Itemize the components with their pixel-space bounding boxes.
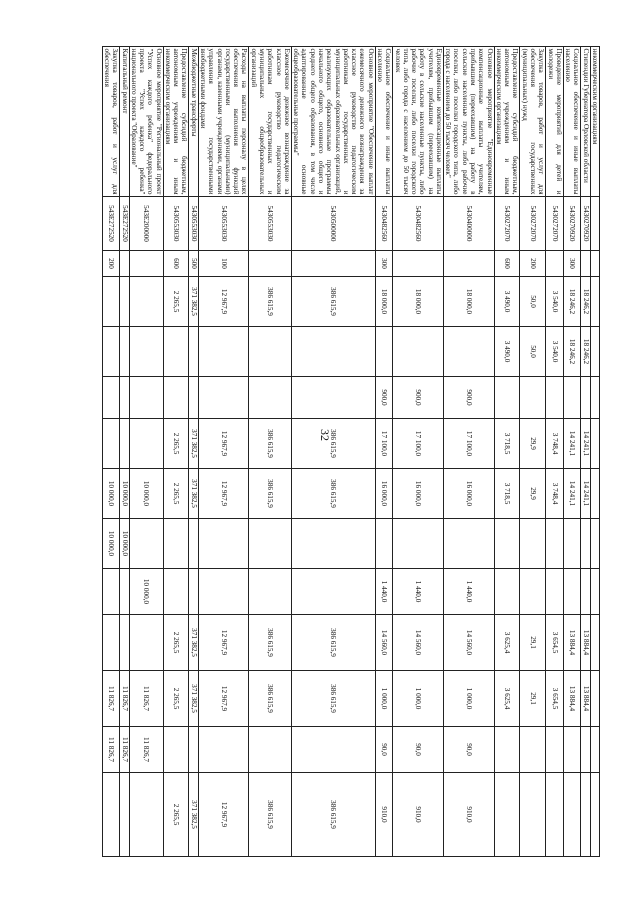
value-cell: 18 000,0: [443, 277, 494, 327]
value-cell: 371 382,5: [189, 615, 198, 671]
value-cell: 90,0: [375, 727, 393, 773]
value-cell: 2 265,5: [163, 419, 189, 469]
value-cell: 3 718,5: [494, 419, 520, 469]
value-cell: 543E200000: [129, 197, 163, 251]
value-cell: [291, 727, 375, 773]
value-cell: 11 826,7: [120, 727, 129, 773]
value-cell: [563, 773, 581, 857]
value-cell: [129, 615, 163, 671]
value-cell: [198, 519, 249, 569]
value-cell: [129, 377, 163, 419]
value-cell: 1 000,0: [375, 671, 393, 727]
value-cell: [375, 519, 393, 569]
table-row: [443, 47, 494, 857]
value-cell: [590, 615, 599, 671]
value-cell: [291, 327, 375, 377]
value-cell: [249, 327, 291, 377]
value-cell: 600: [494, 251, 520, 277]
value-cell: 1 000,0: [443, 671, 494, 727]
value-cell: 14 560,0: [443, 615, 494, 671]
value-cell: 10 000,0: [129, 569, 163, 615]
value-cell: 386 615,9: [249, 277, 291, 327]
value-cell: 90,0: [443, 727, 494, 773]
value-cell: [129, 773, 163, 857]
value-cell: [590, 277, 599, 327]
value-cell: 18 246,2: [581, 277, 590, 327]
budget-table-container: [40, 46, 600, 856]
value-cell: 17 100,0: [375, 419, 393, 469]
value-cell: 17 100,0: [443, 419, 494, 469]
row-label-cell: Единовременные компенсационные выплаты учителям, прибывшим (переехавшим) на работу в сельские населенные пункты, либо рабочие поселки, либо поселки городского типа, либо города с населением до 50 тысяч человек: [393, 48, 443, 195]
value-cell: 90,0: [393, 727, 444, 773]
value-cell: [102, 615, 120, 671]
table-row: [494, 47, 520, 857]
value-cell: 29,1: [520, 615, 546, 671]
value-cell: 386 615,9: [249, 615, 291, 671]
value-cell: [590, 251, 599, 277]
value-cell: [581, 251, 590, 277]
value-cell: 18 246,2: [581, 327, 590, 377]
value-cell: 3 654,5: [546, 671, 564, 727]
value-cell: 12 967,9: [198, 419, 249, 469]
value-cell: 3 748,4: [546, 419, 564, 469]
value-cell: 3 540,0: [546, 277, 564, 327]
value-cell: [102, 569, 120, 615]
table-row: [291, 47, 375, 857]
value-cell: 371 382,5: [189, 469, 198, 519]
page-number: 32: [318, 429, 332, 441]
value-cell: 1 440,0: [393, 569, 444, 615]
value-cell: [546, 773, 564, 857]
value-cell: 29,9: [520, 469, 546, 519]
value-cell: 50,0: [520, 327, 546, 377]
value-cell: [393, 519, 444, 569]
table-row: [581, 47, 590, 857]
value-cell: [189, 519, 198, 569]
value-cell: 910,0: [443, 773, 494, 857]
value-cell: [590, 469, 599, 519]
value-cell: [163, 727, 189, 773]
value-cell: 14 560,0: [375, 615, 393, 671]
value-cell: [520, 569, 546, 615]
value-cell: [590, 671, 599, 727]
value-cell: 18 246,2: [563, 327, 581, 377]
value-cell: [249, 377, 291, 419]
value-cell: 11 826,7: [129, 671, 163, 727]
budget-table: [102, 46, 600, 857]
table-row: [120, 47, 129, 857]
value-cell: [189, 327, 198, 377]
value-cell: [129, 419, 163, 469]
value-cell: 386 615,9: [291, 615, 375, 671]
value-cell: 11 826,7: [102, 671, 120, 727]
row-label-cell: Капитальный ремонт: [120, 47, 129, 197]
row-label-cell: Основное мероприятие "Единовременные компенсационные выплаты учителям, прибывшим (переехавшим) на работу в сельские населенные пункты, либо рабочие поселки, либо поселки городского типа, либо города с населением до 50 тысяч человек": [444, 48, 494, 195]
value-cell: 300: [375, 251, 393, 277]
value-cell: [443, 251, 494, 277]
value-cell: 371 382,5: [189, 419, 198, 469]
value-cell: [189, 727, 198, 773]
value-cell: 14 560,0: [393, 615, 444, 671]
value-cell: [494, 727, 520, 773]
value-cell: 1 000,0: [393, 671, 444, 727]
row-label-cell: Закупка товаров, работ и услуг для обеспечения государственных (муниципальных) нужд: [520, 48, 546, 195]
value-cell: 543E272520: [102, 197, 120, 251]
value-cell: [546, 569, 564, 615]
value-cell: [563, 519, 581, 569]
value-cell: 5430553030: [198, 197, 249, 251]
value-cell: 16 000,0: [443, 469, 494, 519]
value-cell: 13 884,4: [581, 615, 590, 671]
value-cell: 371 382,5: [189, 671, 198, 727]
row-label-cell: Основное мероприятие "Обеспечение выплат ежемесячного денежного вознаграждения за классное руководство педагогическим работникам государственных и муниципальных образовательных организаций, реализующих образовательные программы начального общего, основного общего и среднего общего образования, в том числе адаптированные основные общеобразовательные программы": [292, 48, 375, 195]
value-cell: 1 440,0: [443, 569, 494, 615]
value-cell: 3 540,0: [546, 327, 564, 377]
value-cell: 5430272070: [520, 197, 546, 251]
value-cell: [563, 569, 581, 615]
value-cell: [494, 377, 520, 419]
value-cell: [590, 377, 599, 419]
value-cell: 5430272070: [494, 197, 520, 251]
value-cell: 3 625,4: [494, 671, 520, 727]
value-cell: 12 967,9: [198, 671, 249, 727]
row-label-cell: Ежемесячное денежное вознаграждение за классное руководство педагогическим работникам государственных и муниципальных общеобразовательных организаций: [249, 48, 291, 195]
value-cell: [198, 377, 249, 419]
value-cell: [189, 377, 198, 419]
row-label-cell: Межбюджетные трансферты: [189, 47, 198, 197]
value-cell: 10 000,0: [120, 469, 129, 519]
value-cell: 18 000,0: [375, 277, 393, 327]
table-row: [198, 47, 249, 857]
value-cell: [590, 569, 599, 615]
value-cell: [393, 327, 444, 377]
value-cell: [120, 773, 129, 857]
value-cell: [546, 251, 564, 277]
value-cell: [198, 727, 249, 773]
value-cell: 5430272070: [546, 197, 564, 251]
value-cell: 5430553030: [249, 197, 291, 251]
value-cell: [590, 519, 599, 569]
value-cell: 11 826,7: [120, 671, 129, 727]
value-cell: 386 615,9: [291, 773, 375, 857]
value-cell: [443, 327, 494, 377]
value-cell: [249, 727, 291, 773]
value-cell: 386 615,9: [249, 773, 291, 857]
value-cell: [249, 519, 291, 569]
value-cell: 386 615,9: [291, 419, 375, 469]
value-cell: 300: [563, 251, 581, 277]
value-cell: [102, 277, 120, 327]
value-cell: 12 967,9: [198, 615, 249, 671]
value-cell: 5430553030: [189, 197, 198, 251]
value-cell: [120, 251, 129, 277]
table-row: [375, 47, 393, 857]
value-cell: [163, 519, 189, 569]
row-label-cell: Основное мероприятие "Региональный проект "Успех каждого ребенка" федерального проекта "Успех каждого ребенка" национального проекта "Образование": [129, 48, 163, 195]
value-cell: 3 748,4: [546, 469, 564, 519]
value-cell: 200: [520, 251, 546, 277]
value-cell: [546, 727, 564, 773]
value-cell: 5430270920: [581, 197, 590, 251]
value-cell: 10 000,0: [129, 469, 163, 519]
value-cell: 1 440,0: [375, 569, 393, 615]
value-cell: 3 625,4: [494, 615, 520, 671]
value-cell: [129, 519, 163, 569]
row-label-cell: Стипендии Губернатора Орловской области: [581, 47, 590, 197]
value-cell: [291, 519, 375, 569]
value-cell: [198, 327, 249, 377]
value-cell: [291, 251, 375, 277]
table-row: [163, 47, 189, 857]
value-cell: 386 615,9: [291, 469, 375, 519]
table-row: [546, 47, 564, 857]
value-cell: [520, 773, 546, 857]
value-cell: 14 241,1: [563, 419, 581, 469]
value-cell: [494, 569, 520, 615]
value-cell: [163, 377, 189, 419]
value-cell: [249, 569, 291, 615]
table-row: [129, 47, 163, 857]
value-cell: [163, 327, 189, 377]
value-cell: 900,0: [393, 377, 444, 419]
value-cell: 5430500000: [291, 197, 375, 251]
value-cell: 3 490,0: [494, 327, 520, 377]
value-cell: [563, 377, 581, 419]
value-cell: 2 265,5: [163, 469, 189, 519]
value-cell: 18 000,0: [393, 277, 444, 327]
value-cell: [520, 377, 546, 419]
value-cell: 14 241,1: [581, 469, 590, 519]
value-cell: [102, 773, 120, 857]
value-cell: 16 000,0: [375, 469, 393, 519]
value-cell: [590, 419, 599, 469]
value-cell: [189, 569, 198, 615]
value-cell: 11 826,7: [129, 727, 163, 773]
value-cell: 50,0: [520, 277, 546, 327]
table-row: [520, 47, 546, 857]
value-cell: [590, 197, 599, 251]
value-cell: [546, 377, 564, 419]
value-cell: 371 382,5: [189, 773, 198, 857]
value-cell: 386 615,9: [249, 671, 291, 727]
value-cell: [494, 773, 520, 857]
row-label-cell: Социальное обеспечение и иные выплаты населению: [375, 48, 393, 195]
value-cell: 5430553030: [163, 197, 189, 251]
value-cell: [520, 519, 546, 569]
value-cell: 900,0: [443, 377, 494, 419]
value-cell: [120, 327, 129, 377]
value-cell: 10 000,0: [102, 519, 120, 569]
value-cell: [102, 327, 120, 377]
value-cell: 18 246,2: [563, 277, 581, 327]
value-cell: [291, 569, 375, 615]
value-cell: 2 265,5: [163, 671, 189, 727]
value-cell: [393, 251, 444, 277]
row-label-cell: Проведение мероприятий для детей и молодежи: [546, 48, 563, 195]
value-cell: 2 265,5: [163, 773, 189, 857]
value-cell: [581, 569, 590, 615]
value-cell: 13 884,4: [581, 671, 590, 727]
value-cell: 16 000,0: [393, 469, 444, 519]
value-cell: [581, 727, 590, 773]
value-cell: [375, 327, 393, 377]
value-cell: 2 265,5: [163, 277, 189, 327]
value-cell: [590, 327, 599, 377]
value-cell: [581, 773, 590, 857]
value-cell: 29,1: [520, 671, 546, 727]
value-cell: [120, 277, 129, 327]
value-cell: [120, 569, 129, 615]
table-row: [249, 47, 291, 857]
value-cell: 500: [189, 251, 198, 277]
value-cell: 17 100,0: [393, 419, 444, 469]
value-cell: 3 490,0: [494, 277, 520, 327]
value-cell: 11 826,7: [102, 727, 120, 773]
value-cell: 900,0: [375, 377, 393, 419]
value-cell: [120, 419, 129, 469]
value-cell: 386 615,9: [291, 671, 375, 727]
value-cell: [494, 519, 520, 569]
value-cell: 10 000,0: [120, 519, 129, 569]
value-cell: 3 718,5: [494, 469, 520, 519]
row-label-cell: Предоставление субсидий бюджетным, автономным учреждениям и иным некоммерческим организациям: [494, 48, 520, 195]
value-cell: [129, 277, 163, 327]
row-label-cell: Предоставление субсидий бюджетным, автономным учреждениям и иным некоммерческим организациям: [163, 48, 189, 195]
value-cell: 14 241,1: [581, 419, 590, 469]
value-cell: 29,9: [520, 419, 546, 469]
value-cell: 386 615,9: [291, 277, 375, 327]
value-cell: [581, 377, 590, 419]
row-label-cell: Расходы на выплаты персоналу в целях обеспечения выполнения функций государственными (муниципальными) органами, казенными учреждениями, органами управления государственными внебюджетными фондами: [199, 48, 249, 195]
value-cell: 12 967,9: [198, 773, 249, 857]
value-cell: 386 615,9: [249, 419, 291, 469]
value-cell: [163, 569, 189, 615]
table-row: [590, 47, 599, 857]
table-row: [563, 47, 581, 857]
value-cell: [291, 377, 375, 419]
value-cell: [249, 251, 291, 277]
row-label-cell: Закупка товаров, работ и услуг для обеспечения: [102, 48, 120, 195]
value-cell: 100: [198, 251, 249, 277]
value-cell: 600: [163, 251, 189, 277]
value-cell: [102, 377, 120, 419]
value-cell: [546, 519, 564, 569]
value-cell: 14 241,1: [563, 469, 581, 519]
value-cell: 910,0: [375, 773, 393, 857]
value-cell: 5430400000: [443, 197, 494, 251]
value-cell: 200: [102, 251, 120, 277]
row-label-cell: Социальное обеспечение и иные выплаты населению: [564, 48, 581, 195]
value-cell: [590, 727, 599, 773]
row-label-cell: некоммерческим организациям: [590, 47, 599, 197]
value-cell: 12 967,9: [198, 469, 249, 519]
value-cell: 13 884,4: [563, 615, 581, 671]
value-cell: 10 000,0: [102, 469, 120, 519]
value-cell: 371 382,5: [189, 277, 198, 327]
value-cell: 5430482560: [393, 197, 444, 251]
value-cell: 386 615,9: [249, 469, 291, 519]
value-cell: 543E272520: [120, 197, 129, 251]
value-cell: [563, 727, 581, 773]
value-cell: [102, 419, 120, 469]
table-row: [189, 47, 198, 857]
value-cell: [198, 569, 249, 615]
value-cell: 5430270920: [563, 197, 581, 251]
value-cell: [590, 773, 599, 857]
value-cell: [443, 519, 494, 569]
value-cell: 5430482560: [375, 197, 393, 251]
value-cell: [120, 377, 129, 419]
value-cell: 12 967,9: [198, 277, 249, 327]
table-row: [393, 47, 444, 857]
value-cell: 2 265,5: [163, 615, 189, 671]
value-cell: [129, 251, 163, 277]
value-cell: 3 654,5: [546, 615, 564, 671]
table-row: [102, 47, 120, 857]
value-cell: [120, 615, 129, 671]
value-cell: [129, 327, 163, 377]
value-cell: [520, 727, 546, 773]
value-cell: 13 884,4: [563, 671, 581, 727]
value-cell: 910,0: [393, 773, 444, 857]
value-cell: [581, 519, 590, 569]
